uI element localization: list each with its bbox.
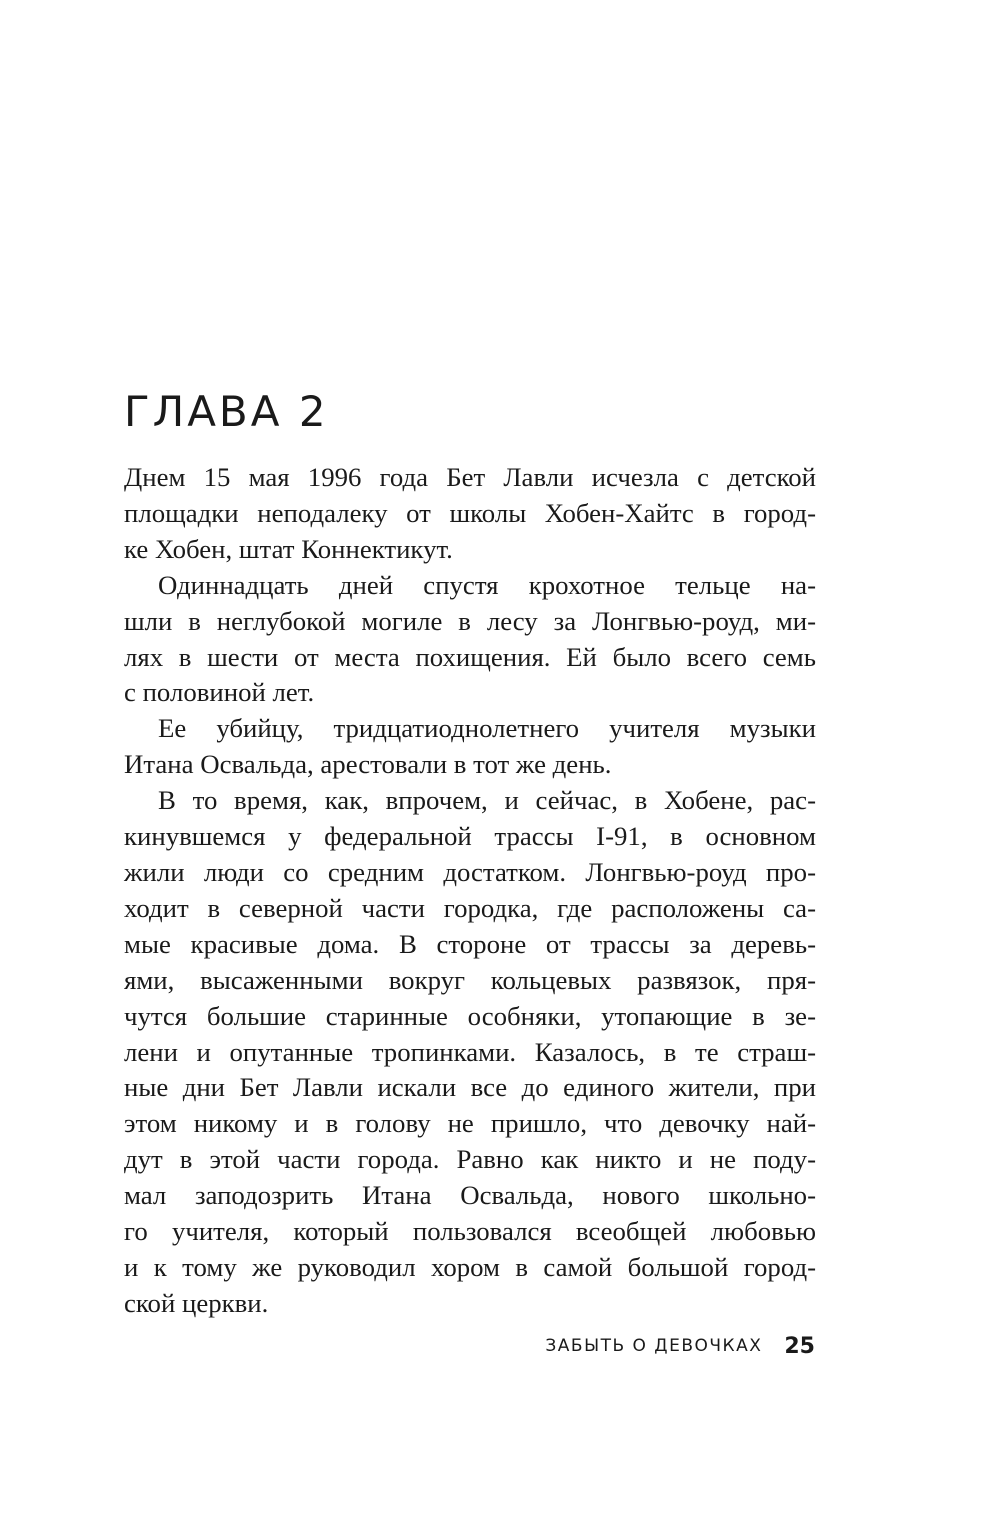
- running-title: ЗАБЫТЬ О ДЕВОЧКАХ: [545, 1336, 763, 1356]
- text-line: ные дни Бет Лавли искали все до единого жители, при: [124, 1072, 816, 1103]
- text-line: шли в неглубокой могиле в лесу за Лонгвью-роуд, ми-: [124, 605, 816, 636]
- body-text: [124, 460, 816, 1322]
- text-line: мые красивые дома. В стороне от трассы за деревь-: [124, 928, 816, 959]
- text-line: В то время, как, впрочем, и сейчас, в Хобене, рас-: [158, 785, 816, 816]
- text-line: Днем 15 мая 1996 года Бет Лавли исчезла с детской: [124, 462, 816, 492]
- text-line: Одиннадцать дней спустя крохотное тельце на-: [158, 569, 816, 600]
- text-line: с половиной лет.: [124, 677, 315, 708]
- text-line: дут в этой части города. Равно как никто и не поду-: [124, 1144, 816, 1175]
- text-line: ской церкви.: [124, 1287, 269, 1318]
- text-line: кинувшемся у федеральной трассы I-91, в основном: [124, 821, 816, 852]
- text-line: этом никому и в голову не пришло, что девочку най-: [124, 1108, 816, 1139]
- text-line: площадки неподалеку от школы Хобен-Хайтс в город-: [124, 497, 816, 528]
- text-line: го учителя, который пользовался всеобщей любовью: [124, 1216, 816, 1247]
- text-line: чутся большие старинные особняки, утопающие в зе-: [124, 1000, 816, 1031]
- text-line: Итана Освальда, арестовали в тот же день.: [124, 749, 612, 780]
- chapter-title: ГЛАВА 2: [124, 387, 329, 436]
- text-line: ке Хобен, штат Коннектикут.: [124, 533, 453, 564]
- text-line: Ее убийцу, тридцатиоднолетнего учителя музыки: [158, 713, 816, 744]
- page-number: 25: [784, 1333, 815, 1359]
- text-line: лях в шести от места похищения. Ей было всего семь: [124, 641, 816, 672]
- text-line: и к тому же руководил хором в самой большой город-: [124, 1251, 816, 1282]
- text-line: мал заподозрить Итана Освальда, нового школьно-: [124, 1180, 816, 1211]
- page-footer: [545, 1328, 815, 1364]
- text-line: жили люди со средним достатком. Лонгвью-роуд про-: [124, 856, 816, 887]
- text-line: ходит в северной части городка, где расположены са-: [124, 892, 816, 923]
- text-line: лени и опутанные тропинками. Казалось, в те страш-: [124, 1036, 816, 1067]
- text-line: ями, высаженными вокруг кольцевых развязок, пря-: [124, 964, 816, 995]
